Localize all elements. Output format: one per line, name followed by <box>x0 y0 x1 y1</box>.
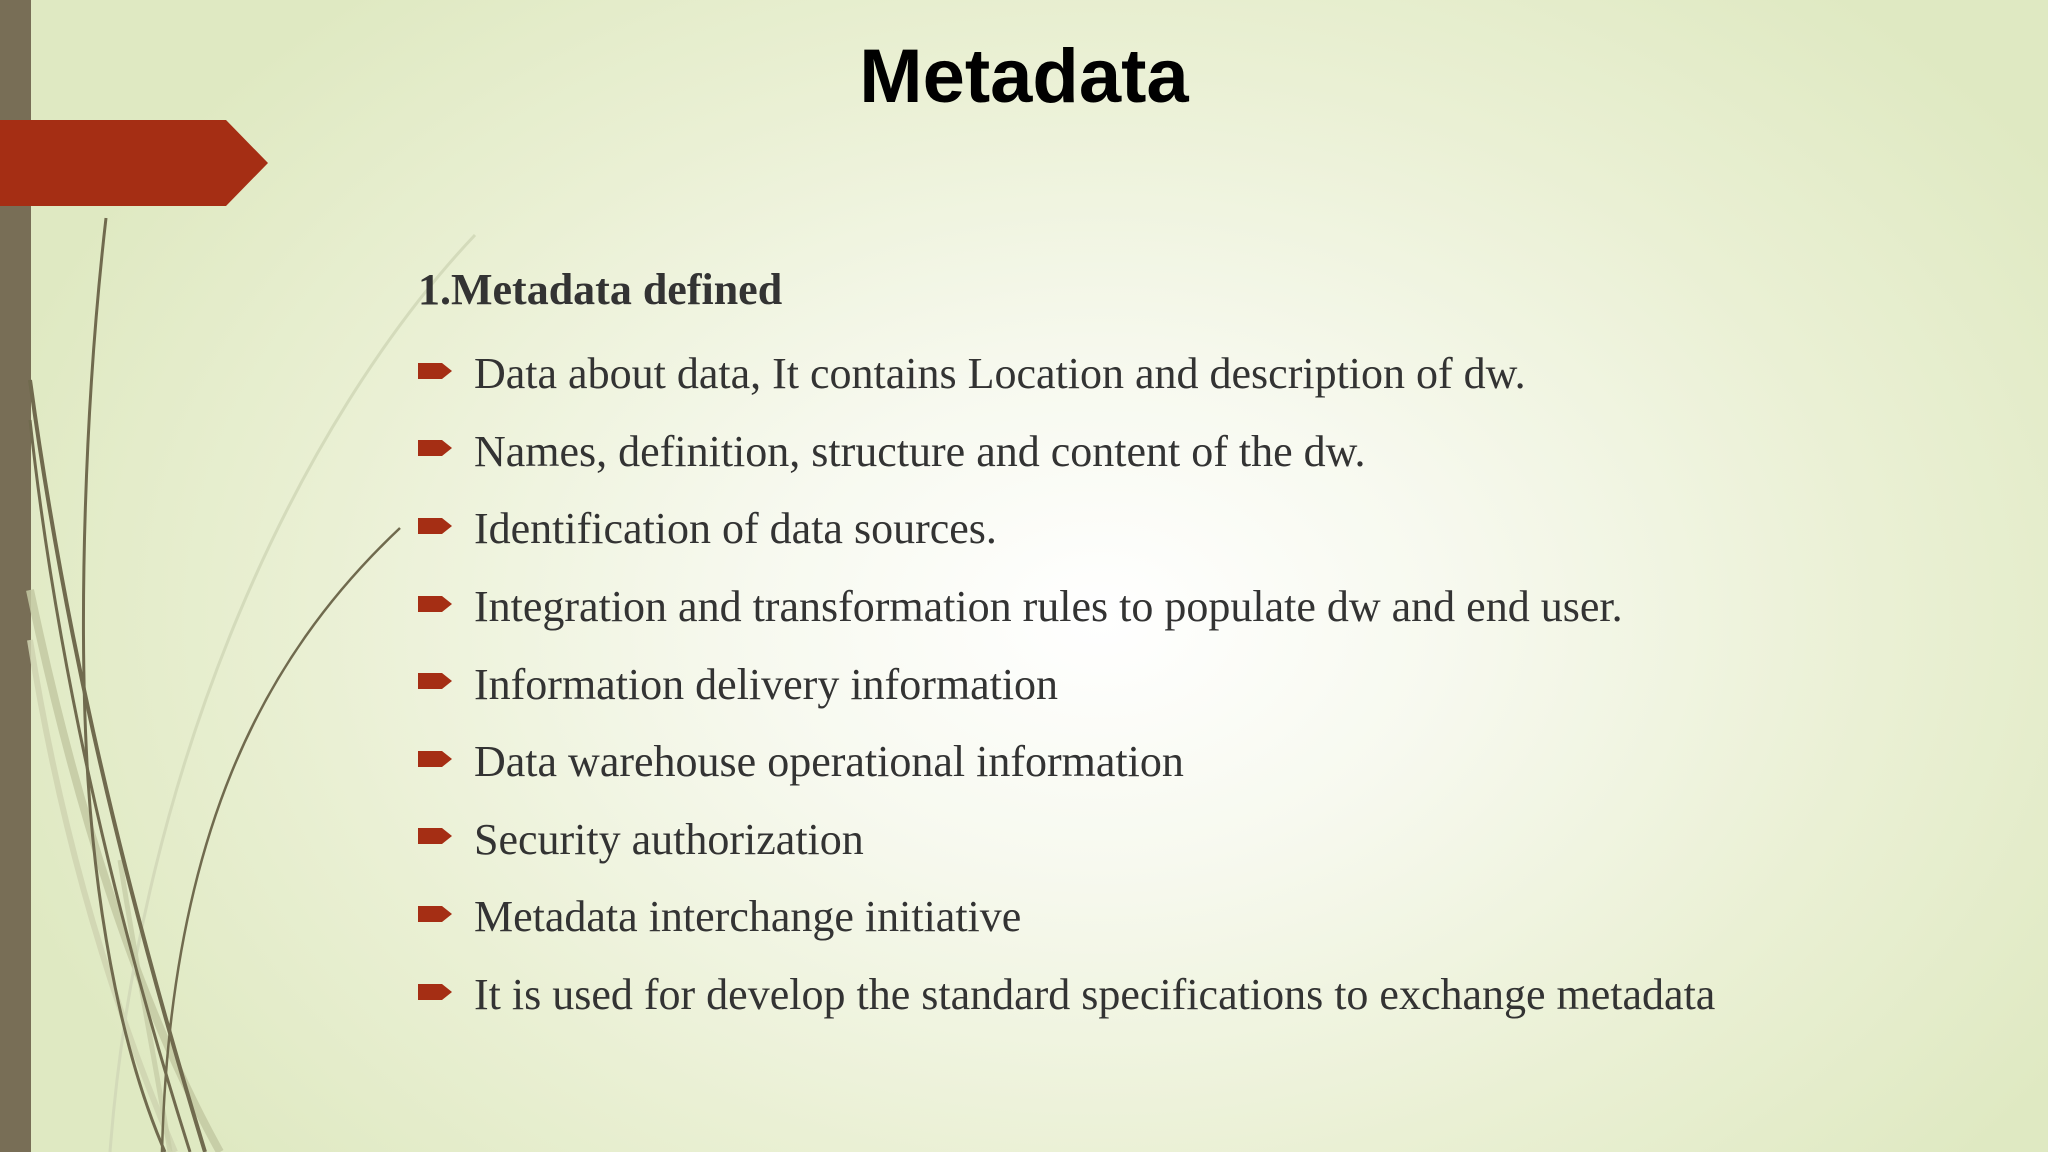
list-item <box>418 413 1998 491</box>
arrow-bullet-icon <box>418 438 456 458</box>
list-item <box>418 335 1998 413</box>
section-heading: 1.Metadata defined <box>418 265 783 314</box>
list-item <box>418 723 1998 801</box>
list-item <box>418 490 1998 568</box>
arrow-bullet-icon <box>418 594 456 614</box>
arrow-bullet-icon <box>418 516 456 536</box>
arrow-tab <box>0 120 268 206</box>
list-item <box>418 878 1998 956</box>
slide-title: Metadata <box>859 34 1189 119</box>
bullet-text: It is used for develop the standard specifications to exchange metadata <box>474 970 1716 1020</box>
arrow-bullet-icon <box>418 671 456 691</box>
bullet-text: Integration and transformation rules to populate dw and end user. <box>474 582 1623 632</box>
bullet-text: Data about data, It contains Location and description of dw. <box>474 349 1526 399</box>
bullet-text: Information delivery information <box>474 659 1059 709</box>
list-item <box>418 956 1998 1034</box>
arrow-bullet-icon <box>418 982 456 1002</box>
bullet-text: Identification of data sources. <box>474 504 997 554</box>
slide-content <box>418 258 1998 1033</box>
arrow-bullet-icon <box>418 904 456 924</box>
bullet-text: Names, definition, structure and content of the dw. <box>474 426 1366 476</box>
arrow-bullet-icon <box>418 361 456 381</box>
list-item <box>418 568 1998 646</box>
bullet-text: Metadata interchange initiative <box>474 892 1022 942</box>
list-item <box>418 801 1998 879</box>
bullet-text: Data warehouse operational information <box>474 737 1184 787</box>
bullet-text: Security authorization <box>474 814 864 864</box>
arrow-bullet-icon <box>418 826 456 846</box>
bullet-list <box>418 335 1998 1033</box>
arrow-bullet-icon <box>418 749 456 769</box>
list-item <box>418 645 1998 723</box>
